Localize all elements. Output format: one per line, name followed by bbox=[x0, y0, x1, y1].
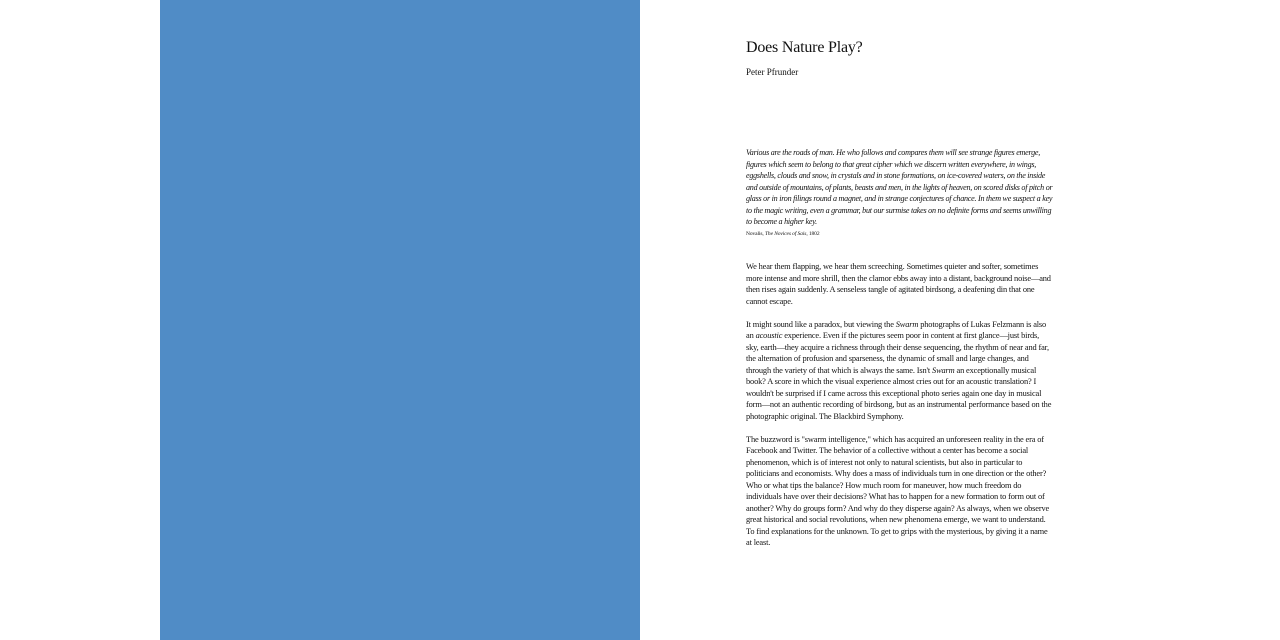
epigraph-source-year: , 1802 bbox=[806, 231, 820, 237]
paragraph-2-italic-swarm-2: Swarm bbox=[932, 365, 955, 375]
article-page bbox=[746, 38, 1066, 547]
paragraph-2-text-2: photographs of Lukas Felzmann is also an bbox=[746, 319, 1047, 340]
paragraph-2-text-1: It might sound like a paradox, but viewing the bbox=[746, 319, 896, 329]
epigraph-source bbox=[746, 230, 819, 238]
article-author: Peter Pfrunder bbox=[746, 67, 799, 77]
epigraph-source-author: Novalis, bbox=[746, 231, 765, 237]
article-body bbox=[746, 261, 1052, 560]
epigraph-quote: Various are the roads of man. He who follows and compares them will see strange figures emerge, figures which seem to belong to that great cipher which we discern written everywhere, in wings, eggshells, clouds and snow, in crystals and in stone formations, on ice-covered waters, on the inside and outside of mountains, of plants, beasts and men, in the lights of heaven, on scored disks of pitch or glass or in iron filings round a magnet, and in strange conjectures of chance. In them we suspect a key to the magic writing, even a grammar, but our surmise takes on no definite forms and seems unwilling to become a higher key. bbox=[746, 148, 1053, 226]
paragraph-2-italic-swarm: Swarm bbox=[895, 319, 919, 329]
paragraph-2-text-3: experience. Even if the pictures seem poor in content at first glance—just birds, sky, earth—they acquire a richness through their dense sequencing, the rhythm of near and far, the alternation of profusion and sparseness, the dynamic of small and large changes, and through the variety of that which is always the same. Isn't bbox=[746, 331, 1049, 375]
paragraph-2-text-4: an exceptionally musical book? A score in which the visual experience almost cries out for an acoustic translation? I wouldn't be surprised if I came across this exceptional photo series again one day in musical form—not an authentic recording of birdsong, but as an instrumental performance based on the photographic original. The Blackbird Symphony. bbox=[746, 365, 1052, 421]
epigraph-source-work: The Novices of Sais bbox=[764, 231, 807, 237]
body-paragraph-2 bbox=[746, 319, 1052, 423]
blue-image-panel bbox=[160, 0, 640, 640]
body-paragraph-3: The buzzword is "swarm intelligence," which has acquired an unforeseen reality in the era of Facebook and Twitter. The behavior of a collective without a center has become a social phenomenon, which is of interest not only to natural scientists, but also in particular to politicians and economists. Why does a mass of individuals turn in one direction or the other? Who or what tips the balance? How much room for maneuver, how much freedom do individuals have over their decisions? What has to happen for a new formation to form out of another? Why do groups form? And why do they disperse again? As always, when we observe great historical and social revolutions, when new phenomena emerge, we want to understand. To find explanations for the unknown. To get to grips with the mysterious, by giving it a name at least. bbox=[746, 434, 1050, 547]
article-title: Does Nature Play? bbox=[746, 39, 863, 56]
paragraph-2-italic-acoustic: acoustic bbox=[755, 331, 783, 340]
body-paragraph-1: We hear them flapping, we hear them screeching. Sometimes quieter and softer, sometimes more intense and more shrill, then the clamor ebbs away into a distant, background noise—and then rises again suddenly. A senseless tangle of agitated birdsong, a deafening din that one cannot escape. bbox=[746, 262, 1051, 306]
